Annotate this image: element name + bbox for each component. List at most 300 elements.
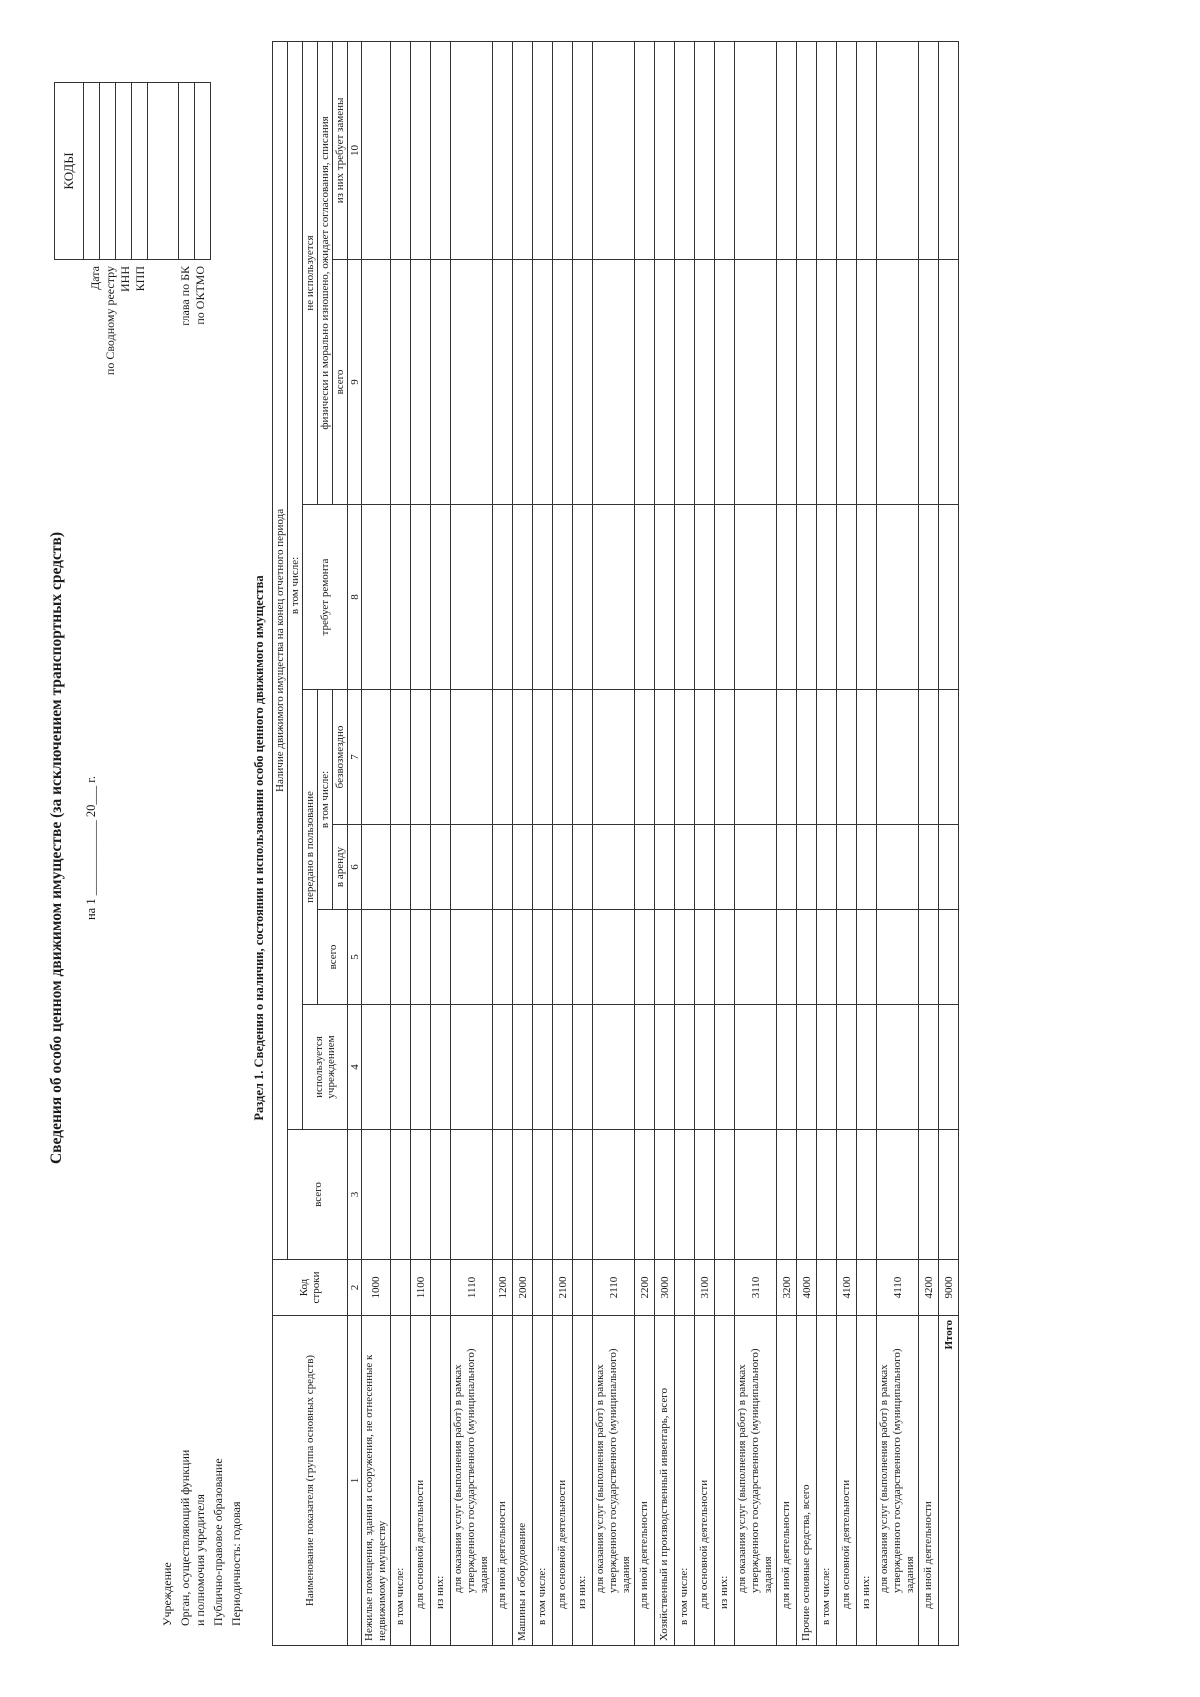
value-cell: [493, 41, 513, 259]
value-cell: [939, 41, 959, 259]
value-cell: [553, 1130, 573, 1260]
value-cell: [919, 1005, 939, 1130]
value-cell: [391, 260, 411, 505]
header-worn-total: всего: [333, 260, 348, 505]
row-code: 4200: [919, 1260, 939, 1316]
value-cell: [391, 690, 411, 825]
value-cell: [797, 690, 817, 825]
value-cell: [451, 505, 493, 690]
value-cell: [533, 505, 553, 690]
table-row: [777, 41, 797, 1645]
row-name: в том числе:: [675, 1316, 695, 1646]
header-not-used: не используется: [303, 41, 318, 504]
value-cell: [919, 1130, 939, 1260]
table-row: [573, 41, 593, 1645]
codes-label-gap: [148, 266, 178, 378]
value-cell: [655, 825, 675, 910]
value-cell: [362, 1005, 391, 1130]
registry-code-cell: [100, 83, 116, 260]
value-cell: [675, 260, 695, 505]
property-table-body: [362, 41, 939, 1645]
row-name: для основной деятельности: [695, 1316, 715, 1646]
table-row: [675, 41, 695, 1645]
value-cell: [735, 825, 777, 910]
value-cell: [877, 41, 919, 259]
column-number: 9: [348, 260, 362, 505]
value-cell: [391, 505, 411, 690]
value-cell: [593, 825, 635, 910]
value-cell: [635, 825, 655, 910]
municipality-label: Публично-правовое образование: [211, 1458, 225, 1626]
table-row: [362, 41, 391, 1645]
value-cell: [735, 1005, 777, 1130]
row-code: [857, 1260, 877, 1316]
row-code: [431, 1260, 451, 1316]
value-cell: [817, 910, 837, 1005]
value-cell: [877, 260, 919, 505]
value-cell: [777, 505, 797, 690]
registry-code-label: по Сводному реестру: [103, 266, 117, 376]
value-cell: [451, 910, 493, 1005]
value-cell: [362, 41, 391, 259]
value-cell: [513, 1005, 533, 1130]
row-code: [817, 1260, 837, 1316]
value-cell: [533, 825, 553, 910]
row-code: 1000: [362, 1260, 391, 1316]
value-cell: [919, 505, 939, 690]
section-title: Раздел 1. Сведения о наличии, состоянии и использовании особо ценного движимого имущества: [252, 575, 266, 1121]
row-code: 3200: [777, 1260, 797, 1316]
value-cell: [797, 910, 817, 1005]
value-cell: [695, 260, 715, 505]
column-number: 6: [348, 825, 362, 910]
row-name: для оказания услуг (выполнения работ) в рамках утвержденного государственного (муниципального) задания: [593, 1316, 635, 1646]
kpp-code-label: КПП: [133, 266, 147, 292]
value-cell: [573, 690, 593, 825]
value-cell: [493, 825, 513, 910]
inn-code-cell: [116, 83, 132, 260]
value-cell: [675, 910, 695, 1005]
value-cell: [695, 1130, 715, 1260]
table-row: [797, 41, 817, 1645]
header-worn: физически и морально изношено, ожидает согласования, списания: [318, 41, 333, 504]
row-code: [715, 1260, 735, 1316]
bk-code-label: глава по БК: [178, 266, 192, 326]
value-cell: [533, 1130, 553, 1260]
value-cell: [533, 260, 553, 505]
value-cell: [573, 260, 593, 505]
value-cell: [593, 505, 635, 690]
table-row: [553, 41, 573, 1645]
header-repair: требует ремонта: [303, 505, 348, 690]
value-cell: [837, 1130, 857, 1260]
row-name: из них:: [431, 1316, 451, 1646]
date-code-cell: [84, 83, 100, 260]
report-date-line: на 1 ____________ 20___ г.: [84, 775, 98, 921]
founder-label: [178, 1450, 208, 1626]
value-cell: [431, 910, 451, 1005]
row-code: 3000: [655, 1260, 675, 1316]
row-code: 3100: [695, 1260, 715, 1316]
row-name: Машины и оборудование: [513, 1316, 533, 1646]
column-number: 8: [348, 505, 362, 690]
row-name: Хозяйственный и производственный инвентарь, всего: [655, 1316, 675, 1646]
value-cell: [817, 41, 837, 259]
value-cell: [939, 1005, 959, 1130]
table-row: [533, 41, 553, 1645]
value-cell: [939, 910, 959, 1005]
row-name: для основной деятельности: [553, 1316, 573, 1646]
column-number: 3: [348, 1130, 362, 1260]
value-cell: [493, 690, 513, 825]
value-cell: [411, 1005, 431, 1130]
value-cell: [513, 825, 533, 910]
value-cell: [553, 1005, 573, 1130]
table-row: [919, 41, 939, 1645]
value-cell: [837, 910, 857, 1005]
value-cell: [451, 41, 493, 259]
value-cell: [593, 1130, 635, 1260]
value-cell: [877, 505, 919, 690]
value-cell: [451, 1005, 493, 1130]
value-cell: [431, 690, 451, 825]
value-cell: [777, 910, 797, 1005]
value-cell: [553, 825, 573, 910]
row-code: [391, 1260, 411, 1316]
value-cell: [735, 910, 777, 1005]
value-cell: [877, 910, 919, 1005]
row-code: 3110: [735, 1260, 777, 1316]
value-cell: [817, 690, 837, 825]
value-cell: [451, 690, 493, 825]
row-name: из них:: [715, 1316, 735, 1646]
value-cell: [493, 1005, 513, 1130]
value-cell: [411, 825, 431, 910]
value-cell: [593, 690, 635, 825]
value-cell: [635, 690, 655, 825]
value-cell: [362, 690, 391, 825]
value-cell: [817, 1005, 837, 1130]
value-cell: [777, 260, 797, 505]
value-cell: [635, 910, 655, 1005]
value-cell: [675, 825, 695, 910]
value-cell: [493, 1130, 513, 1260]
total-code: 9000: [939, 1260, 959, 1316]
date-code-label: Дата: [88, 266, 102, 290]
value-cell: [553, 505, 573, 690]
header-total: всего: [288, 1130, 348, 1260]
table-row: [391, 41, 411, 1645]
value-cell: [675, 1005, 695, 1130]
value-cell: [695, 690, 715, 825]
value-cell: [391, 825, 411, 910]
value-cell: [837, 825, 857, 910]
value-cell: [837, 505, 857, 690]
header-including: в том числе:: [288, 41, 303, 1129]
row-code: 4110: [877, 1260, 919, 1316]
value-cell: [857, 690, 877, 825]
value-cell: [695, 910, 715, 1005]
oktmo-code-cell: [195, 83, 211, 260]
table-row: [411, 41, 431, 1645]
total-row: [939, 41, 959, 1645]
table-row: [735, 41, 777, 1645]
value-cell: [919, 260, 939, 505]
value-cell: [513, 41, 533, 259]
value-cell: [513, 505, 533, 690]
value-cell: [817, 260, 837, 505]
value-cell: [573, 1130, 593, 1260]
value-cell: [533, 910, 553, 1005]
value-cell: [635, 1005, 655, 1130]
value-cell: [451, 825, 493, 910]
value-cell: [715, 505, 735, 690]
value-cell: [919, 690, 939, 825]
column-number: 4: [348, 1005, 362, 1130]
row-name: для оказания услуг (выполнения работ) в рамках утвержденного государственного (муниципального) задания: [451, 1316, 493, 1646]
value-cell: [715, 910, 735, 1005]
value-cell: [411, 505, 431, 690]
value-cell: [715, 690, 735, 825]
value-cell: [391, 41, 411, 259]
value-cell: [817, 505, 837, 690]
row-name: в том числе:: [391, 1316, 411, 1646]
value-cell: [877, 825, 919, 910]
form-sheet: [40, 28, 1160, 1668]
value-cell: [735, 41, 777, 259]
row-code: [675, 1260, 695, 1316]
founder-label-line2: и полномочия учредителя: [193, 1494, 207, 1626]
value-cell: [877, 1005, 919, 1130]
value-cell: [655, 690, 675, 825]
codes-labels: [88, 266, 208, 378]
value-cell: [939, 1130, 959, 1260]
column-number: 2: [348, 1260, 362, 1316]
row-name: для основной деятельности: [837, 1316, 857, 1646]
table-row: [877, 41, 919, 1645]
value-cell: [411, 41, 431, 259]
value-cell: [391, 1005, 411, 1130]
table-row: [431, 41, 451, 1645]
value-cell: [573, 825, 593, 910]
value-cell: [877, 690, 919, 825]
header-availability: Наличие движимого имущества на конец отчетного периода: [273, 41, 288, 1259]
value-cell: [593, 1005, 635, 1130]
value-cell: [431, 260, 451, 505]
institution-label: Учреждение: [160, 1562, 174, 1626]
value-cell: [777, 1130, 797, 1260]
value-cell: [411, 910, 431, 1005]
value-cell: [635, 41, 655, 259]
oktmo-code-label: по ОКТМО: [193, 266, 207, 325]
value-cell: [837, 260, 857, 505]
row-name: в том числе:: [533, 1316, 553, 1646]
value-cell: [857, 825, 877, 910]
value-cell: [777, 825, 797, 910]
value-cell: [573, 910, 593, 1005]
row-name: Прочие основные средства, всего: [797, 1316, 817, 1646]
value-cell: [777, 690, 797, 825]
header-free: безвозмездно: [333, 690, 348, 825]
value-cell: [817, 825, 837, 910]
row-code: 4100: [837, 1260, 857, 1316]
value-cell: [797, 41, 817, 259]
row-name: для оказания услуг (выполнения работ) в рамках утвержденного государственного (муниципального) задания: [877, 1316, 919, 1646]
value-cell: [391, 910, 411, 1005]
value-cell: [675, 1130, 695, 1260]
table-row: [715, 41, 735, 1645]
value-cell: [593, 41, 635, 259]
table-row: [513, 41, 533, 1645]
value-cell: [431, 1005, 451, 1130]
value-cell: [513, 690, 533, 825]
value-cell: [513, 1130, 533, 1260]
value-cell: [533, 690, 553, 825]
value-cell: [939, 260, 959, 505]
value-cell: [411, 690, 431, 825]
value-cell: [695, 825, 715, 910]
row-name: для основной деятельности: [411, 1316, 431, 1646]
header-name: Наименование показателя (группа основных средств): [273, 1316, 348, 1646]
value-cell: [573, 1005, 593, 1130]
value-cell: [857, 1005, 877, 1130]
column-number: 5: [348, 910, 362, 1005]
value-cell: [533, 41, 553, 259]
value-cell: [857, 505, 877, 690]
value-cell: [391, 1130, 411, 1260]
value-cell: [513, 260, 533, 505]
value-cell: [362, 1130, 391, 1260]
value-cell: [635, 505, 655, 690]
header-fields: [160, 1450, 247, 1626]
row-code: 1100: [411, 1260, 431, 1316]
value-cell: [695, 505, 715, 690]
row-code: 4000: [797, 1260, 817, 1316]
row-code: [573, 1260, 593, 1316]
value-cell: [573, 41, 593, 259]
blank-code-cell: [148, 83, 179, 260]
document-title: Сведения об особо ценном движимом имуществе (за исключением транспортных средств): [48, 531, 65, 1165]
header-rent: в аренду: [333, 825, 348, 910]
value-cell: [735, 260, 777, 505]
value-cell: [451, 260, 493, 505]
value-cell: [715, 41, 735, 259]
value-cell: [797, 505, 817, 690]
value-cell: [593, 260, 635, 505]
value-cell: [817, 1130, 837, 1260]
header-code: Код строки: [273, 1260, 348, 1316]
value-cell: [695, 41, 715, 259]
header-transferred: передано в пользование: [303, 690, 318, 1005]
table-row: [857, 41, 877, 1645]
value-cell: [735, 690, 777, 825]
row-name: Нежилые помещения, здания и сооружения, не отнесенные к недвижимому имуществу: [362, 1316, 391, 1646]
row-name: из них:: [857, 1316, 877, 1646]
value-cell: [919, 910, 939, 1005]
value-cell: [797, 1005, 817, 1130]
table-row: [593, 41, 635, 1645]
row-name: для иной деятельности: [493, 1316, 513, 1646]
value-cell: [919, 825, 939, 910]
value-cell: [939, 690, 959, 825]
value-cell: [655, 1130, 675, 1260]
value-cell: [411, 1130, 431, 1260]
value-cell: [553, 690, 573, 825]
column-number-row: [348, 41, 362, 1645]
value-cell: [857, 1130, 877, 1260]
row-name: для оказания услуг (выполнения работ) в рамках утвержденного государственного (муниципального) задания: [735, 1316, 777, 1646]
inn-code-label: ИНН: [118, 266, 132, 292]
value-cell: [493, 505, 513, 690]
column-number: 1: [348, 1316, 362, 1646]
value-cell: [635, 260, 655, 505]
value-cell: [837, 41, 857, 259]
value-cell: [493, 260, 513, 505]
value-cell: [675, 690, 695, 825]
value-cell: [715, 1130, 735, 1260]
table-row: [817, 41, 837, 1645]
row-code: 2110: [593, 1260, 635, 1316]
value-cell: [735, 505, 777, 690]
value-cell: [411, 260, 431, 505]
row-code: [533, 1260, 553, 1316]
value-cell: [777, 41, 797, 259]
header-transferred-total: всего: [318, 910, 348, 1005]
value-cell: [857, 41, 877, 259]
value-cell: [573, 505, 593, 690]
table-row: [635, 41, 655, 1645]
table-row: [493, 41, 513, 1645]
value-cell: [735, 1130, 777, 1260]
value-cell: [655, 1005, 675, 1130]
value-cell: [919, 41, 939, 259]
codes-table: [54, 82, 211, 260]
table-row: [451, 41, 493, 1645]
value-cell: [362, 260, 391, 505]
header-transferred-including: в том числе:: [318, 690, 333, 910]
value-cell: [553, 260, 573, 505]
value-cell: [493, 910, 513, 1005]
value-cell: [857, 260, 877, 505]
value-cell: [362, 910, 391, 1005]
value-cell: [675, 41, 695, 259]
table-row: [837, 41, 857, 1645]
property-table: [272, 41, 959, 1646]
value-cell: [451, 1130, 493, 1260]
value-cell: [655, 41, 675, 259]
founder-label-line1: Орган, осуществляющий функции: [178, 1449, 192, 1626]
value-cell: [797, 825, 817, 910]
value-cell: [857, 910, 877, 1005]
value-cell: [939, 505, 959, 690]
value-cell: [715, 260, 735, 505]
value-cell: [675, 505, 695, 690]
value-cell: [655, 910, 675, 1005]
row-name: из них:: [573, 1316, 593, 1646]
row-code: 2100: [553, 1260, 573, 1316]
value-cell: [655, 260, 675, 505]
kpp-code-cell: [132, 83, 148, 260]
row-code: 1110: [451, 1260, 493, 1316]
row-name: для иной деятельности: [635, 1316, 655, 1646]
value-cell: [431, 505, 451, 690]
value-cell: [715, 1005, 735, 1130]
column-number: 7: [348, 690, 362, 825]
row-name: в том числе:: [817, 1316, 837, 1646]
value-cell: [362, 505, 391, 690]
value-cell: [362, 825, 391, 910]
value-cell: [431, 825, 451, 910]
